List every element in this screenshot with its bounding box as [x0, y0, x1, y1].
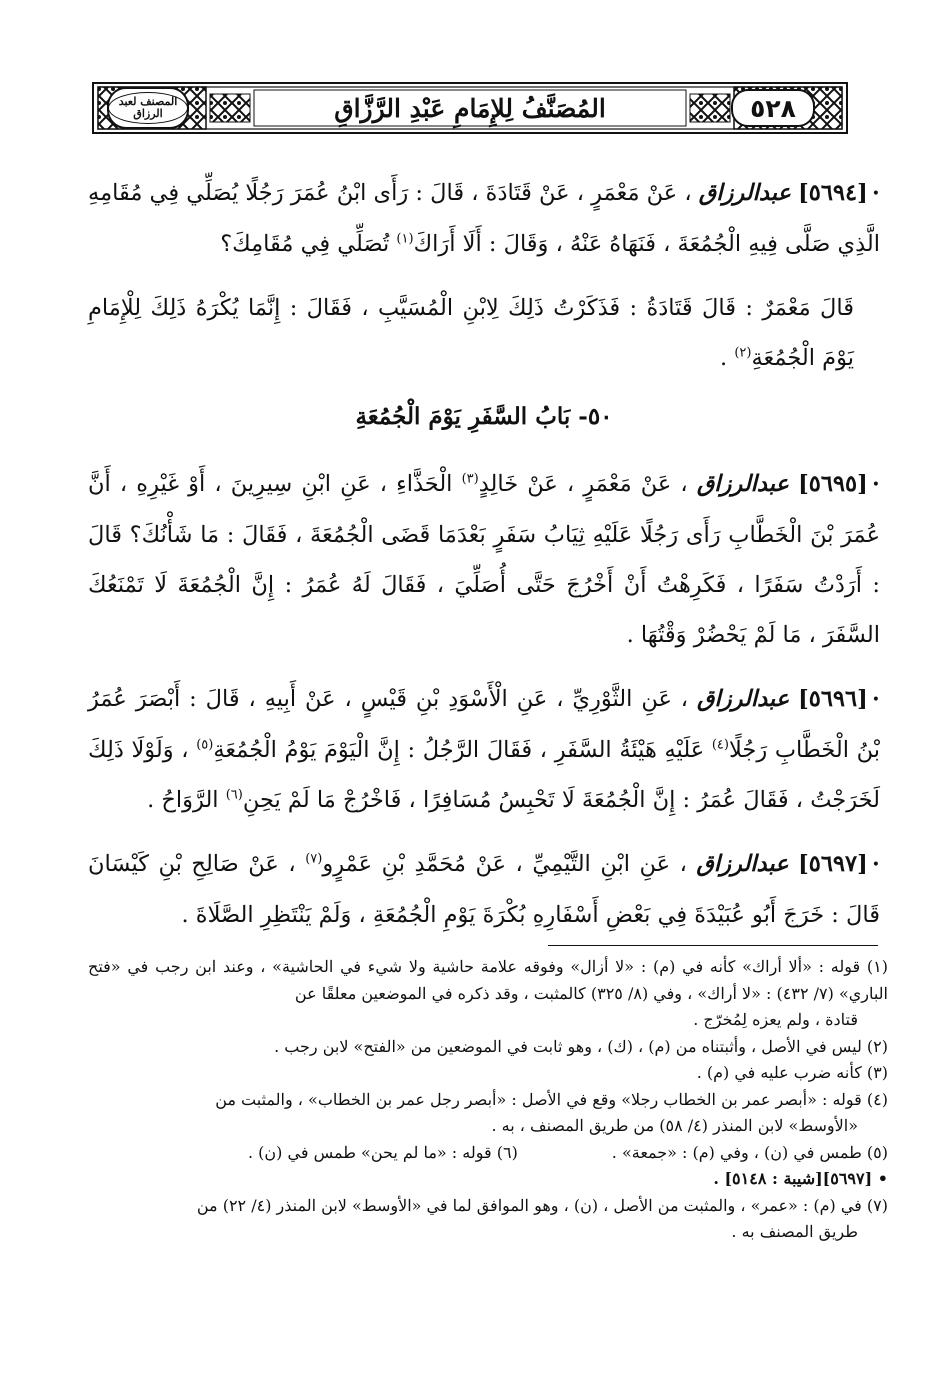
bullet-marker: • [871, 186, 881, 202]
footnote-text: (٤) قوله : «أبصر عمر بن الخطاب رجلا» وقع في الأصل : «أبصر رجل عمر بن الخطاب» ، والمثبت من [215, 1089, 888, 1109]
footnote-text: (٧) في (م) : «عمر» ، والمثبت من الأصل ، (ن) ، وهو الموافق لما في «الأوسط» لابن المنذر (٤/ ٢٢) من [196, 1195, 888, 1215]
footnote-divider [548, 945, 878, 947]
cross-reference [88, 1166, 888, 1193]
author-name: عبدالرزاق [697, 686, 790, 712]
footnote-7 [88, 1193, 888, 1246]
hadith-text: ، عَنِ ابْنِ التَّيْمِيِّ ، عَنْ مُحَمَّدِ بْنِ عَمْرٍو [322, 851, 687, 877]
footnote-4 [88, 1087, 888, 1140]
hadith-5696 [88, 674, 880, 825]
hadith-5694 [88, 168, 880, 269]
footnote-ref: (١) [396, 231, 414, 247]
footnote-ref: (٥) [196, 737, 214, 753]
footnote-1 [88, 954, 888, 1034]
hadith-number: [٥٦٩٦] [798, 686, 868, 712]
author-name: عبدالرزاق [698, 180, 791, 206]
footnote-ref: (٣) [461, 471, 479, 487]
footnote-2: (٢) ليس في الأصل ، وأثبتناه من (م) ، (ك) ، وهو ثابت في الموضعين من «الفتح» لابن رجب . [274, 1036, 888, 1056]
calligraphic-seal [108, 88, 188, 128]
hadith-text: ، وَلَوْلَا ذَلِكَ لَخَرَجْتُ ، فَقَالَ عُمَرُ : إِنَّ الْجُمُعَةَ لَا تَحْبِسُ مُسَافِرًا ، فَاخْرُجْ مَا لَمْ يَحِنِ [88, 737, 880, 813]
footnote-row [88, 1140, 888, 1167]
hadith-text: . [720, 345, 728, 371]
page-header [92, 82, 848, 134]
hadith-text: ، عَنْ مَعْمَرٍ ، عَنْ خَالِدٍ [478, 471, 688, 497]
footnote-text: (١) قوله : «ألا أراك» كأنه في (م) : «لا أزال» وفوقه علامة حاشية ولا شيء في الحاشية» ، وعند ابن رجب في «فتح الباري» (٧/ ٤٣٢) : «لا أراك» ، وفي (٨/ ٣٢٥) كالمثبت ، وقد ذكره في الموضعين معلقًا عن [88, 957, 888, 1003]
footnote-text: قتادة ، ولم يعزه لِمُخرّج . [693, 1010, 858, 1029]
hadith-text: تُصَلِّي فِي مُقَامِكَ؟ [220, 231, 390, 257]
footnote-ref: (٤) [711, 737, 729, 753]
hadith-5694-continuation [88, 283, 880, 383]
hadith-number: [٥٦٩٧] [798, 851, 868, 877]
hadith-number: [٥٦٩٥] [798, 471, 868, 497]
hadith-5695 [88, 459, 880, 660]
reference-text: [٥٦٩٧][شيبة : ٥١٤٨] . [713, 1169, 873, 1188]
hadith-text: الْحَذَّاءِ ، عَنِ ابْنِ سِيرِينَ ، أَوْ غَيْرِهِ ، أَنَّ عُمَرَ بْنَ الْخَطَّابِ رَأَى رَجُلًا عَلَيْهِ ثِيَابُ سَفَرٍ بَعْدَمَا قَضَى الْجُمُعَةَ ، فَقَالَ : مَا شَأْنُكَ؟ قَالَ : أَرَدْتُ سَفَرًا ، فَكَرِهْتُ أَنْ أَخْرُجَ حَتَّى أُصَلِّيَ ، فَقَالَ لَهُ عُمَرُ : إِنَّ الْجُمُعَةَ لَا تَمْنَعُكَ السَّفَرَ ، مَا لَمْ يَحْضُرْ وَقْتُهَا . [88, 471, 880, 648]
hadith-5697 [88, 839, 880, 940]
hadith-text: الرَّوَاحُ . [147, 787, 219, 813]
author-name: عبدالرزاق [696, 471, 789, 497]
hadith-text: عَلَيْهِ هَيْئَةُ السَّفَرِ ، فَقَالَ الرَّجُلُ : إِنَّ الْيَوْمَ يَوْمُ الْجُمُعَةِ [213, 737, 705, 763]
hadith-text: ، عَنِ الثَّوْرِيِّ ، عَنِ الْأَسْوَدِ بْنِ قَيْسٍ ، عَنْ أَبِيهِ ، قَالَ : أَبْصَرَ عُمَرُ بْنُ الْخَطَّابِ رَجُلًا [88, 686, 880, 763]
footnote-6: (٦) قوله : «ما لم يحن» طمس في (ن) . [248, 1142, 518, 1162]
footnote-ref: (٧) [305, 851, 323, 867]
author-name: عبدالرزاق [696, 851, 789, 877]
bullet-marker: • [871, 477, 880, 493]
running-title: المُصَنَّفُ لِلإِمَامِ عَبْدِ الرَّزَّاقِ [334, 93, 606, 123]
seal-text: المصنف لعبد الرزاق [108, 92, 188, 124]
footnote-3: (٣) كأنه ضرب عليه في (م) . [696, 1063, 888, 1082]
footnotes [88, 954, 888, 1246]
hadith-text: ، عَنْ مَعْمَرٍ ، عَنْ قَتَادَةَ ، قَالَ : رَأَى ابْنُ عُمَرَ رَجُلًا يُصَلِّي فِي مُقَامِهِ الَّذِي صَلَّى فِيهِ الْجُمُعَةَ ، فَنَهَاهُ عَنْهُ ، وَقَالَ : أَلَا أَرَاكَ [88, 180, 880, 257]
hadith-text: قَالَ مَعْمَرٌ : قَالَ قَتَادَةُ : فَذَكَرْتُ ذَلِكَ لِابْنِ الْمُسَيَّبِ ، فَقَالَ : إِنَّمَا يُكْرَهُ ذَلِكَ لِلْإِمَامِ يَوْمَ الْجُمُعَةِ [88, 295, 854, 371]
bullet-marker: • [877, 1169, 888, 1188]
page-number: ٥٢٨ [750, 93, 796, 123]
footnote-text: «الأوسط» لابن المنذر (٤/ ٥٨) من طريق المصنف ، به . [491, 1116, 858, 1135]
hadith-text: ، عَنْ صَالِحِ بْنِ كَيْسَانَ قَالَ : خَرَجَ أَبُو عُبَيْدَةَ فِي بَعْضِ أَسْفَارِهِ بُكْرَةَ يَوْمِ الْجُمُعَةِ ، وَلَمْ يَنْتَظِرِ الصَّلَاةَ . [88, 851, 880, 928]
footnote-ref: (٦) [225, 787, 243, 803]
bullet-marker: • [871, 692, 880, 708]
section-heading: ٥٠- بَابُ السَّفَرِ يَوْمَ الْجُمُعَةِ [355, 403, 613, 430]
footnote-text: طريق المصنف به . [731, 1222, 858, 1241]
footnote-ref: (٢) [734, 345, 752, 361]
main-text [88, 168, 880, 954]
hadith-number: [٥٦٩٤] [798, 180, 868, 206]
footnote-5: (٥) طمس في (ن) ، وفي (م) : «جمعة» . [611, 1142, 888, 1162]
bullet-marker: • [871, 857, 881, 873]
